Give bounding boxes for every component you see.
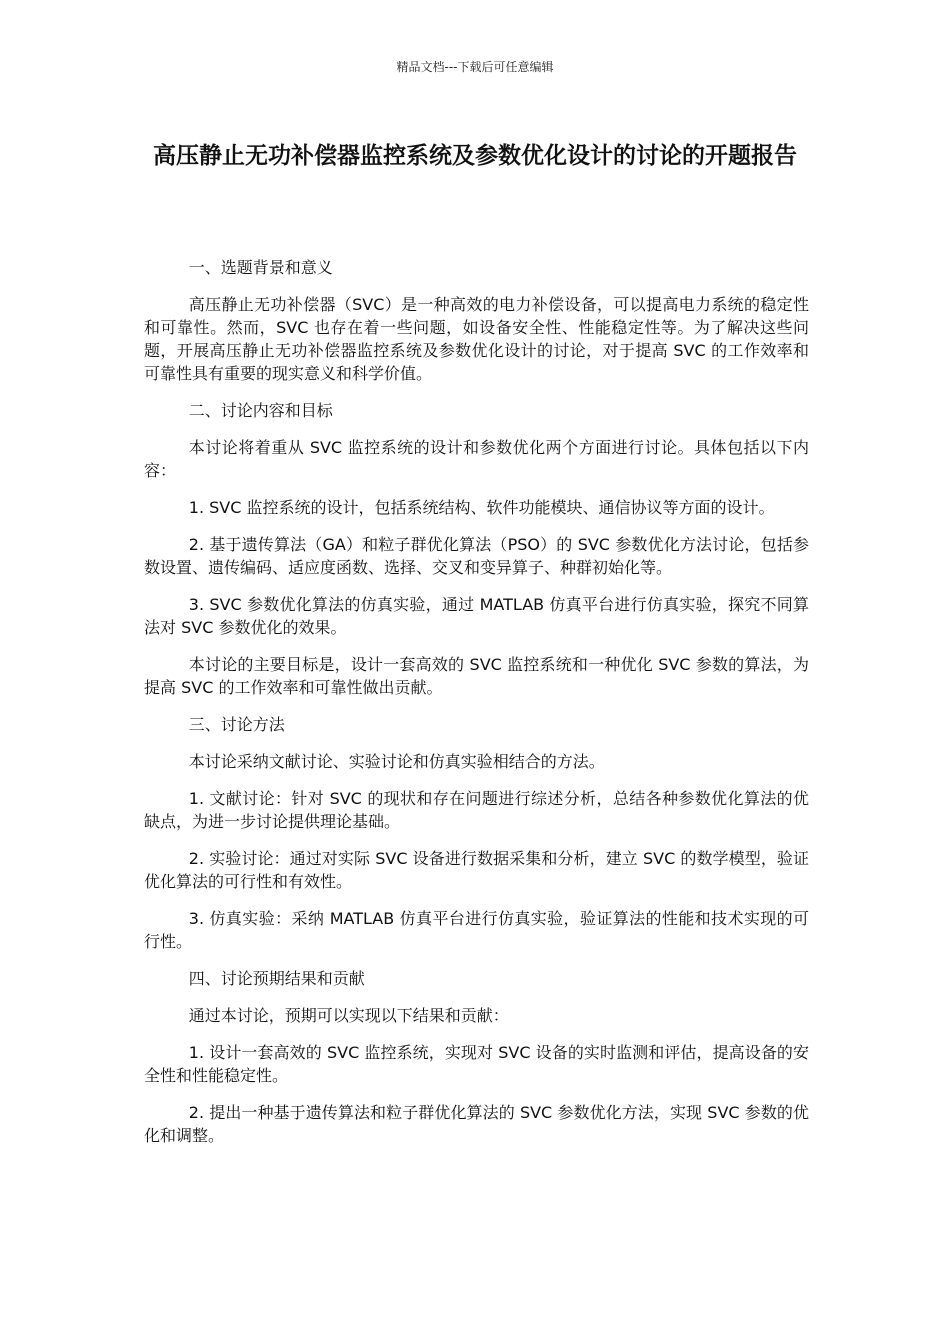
paragraph-goals: 本讨论的主要目标是，设计一套高效的 SVC 监控系统和一种优化 SVC 参数的算法，为提高 SVC 的工作效率和可靠性做出贡献。 <box>144 655 809 697</box>
document-body <box>144 256 809 1161</box>
paragraph-results-intro: 通过本讨论，预期可以实现以下结果和贡献： <box>188 1006 509 1025</box>
section-heading-background: 一、选题背景和意义 <box>188 258 333 277</box>
header-note: 精品文档---下载后可任意编辑 <box>396 60 554 74</box>
paragraph-content-intro: 本讨论将着重从 SVC 监控系统的设计和参数优化两个方面进行讨论。具体包括以下内容： <box>144 438 809 480</box>
list-item-methods-2: 2. 实验讨论：通过对实际 SVC 设备进行数据采集和分析，建立 SVC 的数学模型，验证优化算法的可行性和有效性。 <box>144 849 809 891</box>
section-heading-results: 四、讨论预期结果和贡献 <box>188 969 365 988</box>
paragraph-methods-intro: 本讨论采纳文献讨论、实验讨论和仿真实验相结合的方法。 <box>188 752 605 771</box>
section-heading-methods: 三、讨论方法 <box>188 715 285 734</box>
section-heading-content-goals: 二、讨论内容和目标 <box>188 401 333 420</box>
list-item-methods-1: 1. 文献讨论：针对 SVC 的现状和存在问题进行综述分析，总结各种参数优化算法的优缺点，为进一步讨论提供理论基础。 <box>144 789 809 831</box>
list-item-methods-3: 3. 仿真实验：采纳 MATLAB 仿真平台进行仿真实验，验证算法的性能和技术实现的可行性。 <box>144 909 809 951</box>
document-title: 高压静止无功补偿器监控系统及参数优化设计的讨论的开题报告 <box>153 143 797 169</box>
list-item-content-2: 2. 基于遗传算法（GA）和粒子群优化算法（PSO）的 SVC 参数优化方法讨论，包括参数设置、遗传编码、适应度函数、选择、交叉和变异算子、种群初始化等。 <box>144 535 809 577</box>
list-item-content-3: 3. SVC 参数优化算法的仿真实验，通过 MATLAB 仿真平台进行仿真实验，探究不同算法对 SVC 参数优化的效果。 <box>144 595 809 637</box>
paragraph-background: 高压静止无功补偿器（SVC）是一种高效的电力补偿设备，可以提高电力系统的稳定性和可靠性。然而，SVC 也存在着一些问题，如设备安全性、性能稳定性等。为了解决这些问题，开展高压静止无功补偿器监控系统及参数优化设计的讨论，对于提高 SVC 的工作效率和可靠性具有重要的现实意义和科学价值。 <box>144 295 809 383</box>
list-item-content-1: 1. SVC 监控系统的设计，包括系统结构、软件功能模块、通信协议等方面的设计。 <box>188 498 775 517</box>
list-item-results-1: 1. 设计一套高效的 SVC 监控系统，实现对 SVC 设备的实时监测和评估，提高设备的安全性和性能稳定性。 <box>144 1043 809 1085</box>
list-item-results-2: 2. 提出一种基于遗传算法和粒子群优化算法的 SVC 参数优化方法，实现 SVC 参数的优化和调整。 <box>144 1103 809 1145</box>
